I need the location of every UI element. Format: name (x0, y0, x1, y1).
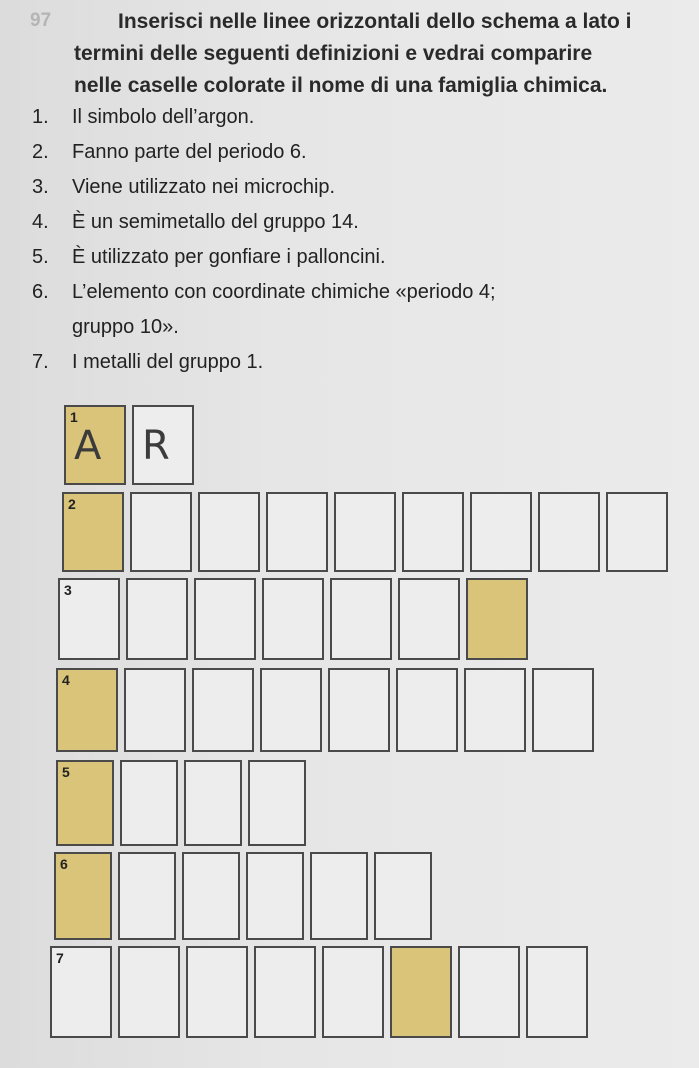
crossword-cell[interactable] (262, 578, 324, 660)
clue-number: 6. (32, 281, 49, 303)
handwritten-letter: A (74, 423, 102, 469)
crossword-cell[interactable] (606, 492, 668, 572)
crossword-cell[interactable] (374, 852, 432, 940)
clue-text: È un semimetallo del gruppo 14. (72, 211, 359, 233)
crossword-cell[interactable] (194, 578, 256, 660)
clue-text: I metalli del gruppo 1. (72, 351, 264, 373)
crossword-cell[interactable] (402, 492, 464, 572)
crossword-cell[interactable] (118, 946, 180, 1038)
crossword-cell[interactable] (254, 946, 316, 1038)
row-number-label: 2 (68, 496, 76, 512)
crossword-key-cell[interactable] (466, 578, 528, 660)
instruction-line-3: nelle caselle colorate il nome di una famiglia chimica. (74, 74, 608, 97)
crossword-cell[interactable] (50, 946, 112, 1038)
crossword-key-cell[interactable] (54, 852, 112, 940)
clue-number: 2. (32, 141, 49, 163)
clue-number: 4. (32, 211, 49, 233)
crossword-cell[interactable] (58, 578, 120, 660)
row-number-label: 4 (62, 672, 70, 688)
exercise-number: 97 (30, 10, 52, 31)
crossword-cell[interactable] (132, 405, 194, 485)
crossword-cell[interactable] (470, 492, 532, 572)
crossword-cell[interactable] (398, 578, 460, 660)
crossword-key-cell[interactable] (56, 760, 114, 846)
clue-number: 5. (32, 246, 49, 268)
instruction-line-1: Inserisci nelle linee orizzontali dello schema a lato i (118, 10, 632, 33)
crossword-cell[interactable] (192, 668, 254, 752)
clue-text: Il simbolo dell’argon. (72, 106, 255, 128)
crossword-cell[interactable] (126, 578, 188, 660)
crossword-cell[interactable] (260, 668, 322, 752)
crossword-cell[interactable] (186, 946, 248, 1038)
clue-number: 3. (32, 176, 49, 198)
clue-text: Fanno parte del periodo 6. (72, 141, 307, 163)
clue-number: 7. (32, 351, 49, 373)
crossword-key-cell[interactable] (64, 405, 126, 485)
crossword-cell[interactable] (310, 852, 368, 940)
crossword-cell[interactable] (198, 492, 260, 572)
crossword-key-cell[interactable] (62, 492, 124, 572)
crossword-cell[interactable] (124, 668, 186, 752)
crossword-cell[interactable] (120, 760, 178, 846)
crossword-cell[interactable] (182, 852, 240, 940)
crossword-cell[interactable] (396, 668, 458, 752)
handwritten-letter: R (142, 423, 170, 469)
crossword-cell[interactable] (246, 852, 304, 940)
row-number-label: 6 (60, 856, 68, 872)
crossword-cell[interactable] (458, 946, 520, 1038)
crossword-cell[interactable] (118, 852, 176, 940)
crossword-cell[interactable] (526, 946, 588, 1038)
crossword-key-cell[interactable] (390, 946, 452, 1038)
crossword-cell[interactable] (130, 492, 192, 572)
crossword-cell[interactable] (532, 668, 594, 752)
instruction-line-2: termini delle seguenti definizioni e vedrai comparire (74, 42, 593, 65)
row-number-label: 7 (56, 950, 64, 966)
row-number-label: 5 (62, 764, 70, 780)
row-number-label: 1 (70, 409, 78, 425)
row-number-label: 3 (64, 582, 72, 598)
clue-number: 1. (32, 106, 49, 128)
clue-text: È utilizzato per gonfiare i palloncini. (72, 246, 386, 268)
crossword-cell[interactable] (328, 668, 390, 752)
crossword-cell[interactable] (538, 492, 600, 572)
clue-text-continuation: gruppo 10». (72, 316, 179, 338)
instruction-text (74, 6, 694, 102)
clue-text: L’elemento con coordinate chimiche «periodo 4; (72, 281, 496, 303)
crossword-cell[interactable] (464, 668, 526, 752)
crossword-cell[interactable] (266, 492, 328, 572)
crossword-cell[interactable] (330, 578, 392, 660)
crossword-cell[interactable] (322, 946, 384, 1038)
crossword-cell[interactable] (334, 492, 396, 572)
crossword-key-cell[interactable] (56, 668, 118, 752)
crossword-cell[interactable] (184, 760, 242, 846)
crossword-cell[interactable] (248, 760, 306, 846)
clue-text: Viene utilizzato nei microchip. (72, 176, 336, 198)
